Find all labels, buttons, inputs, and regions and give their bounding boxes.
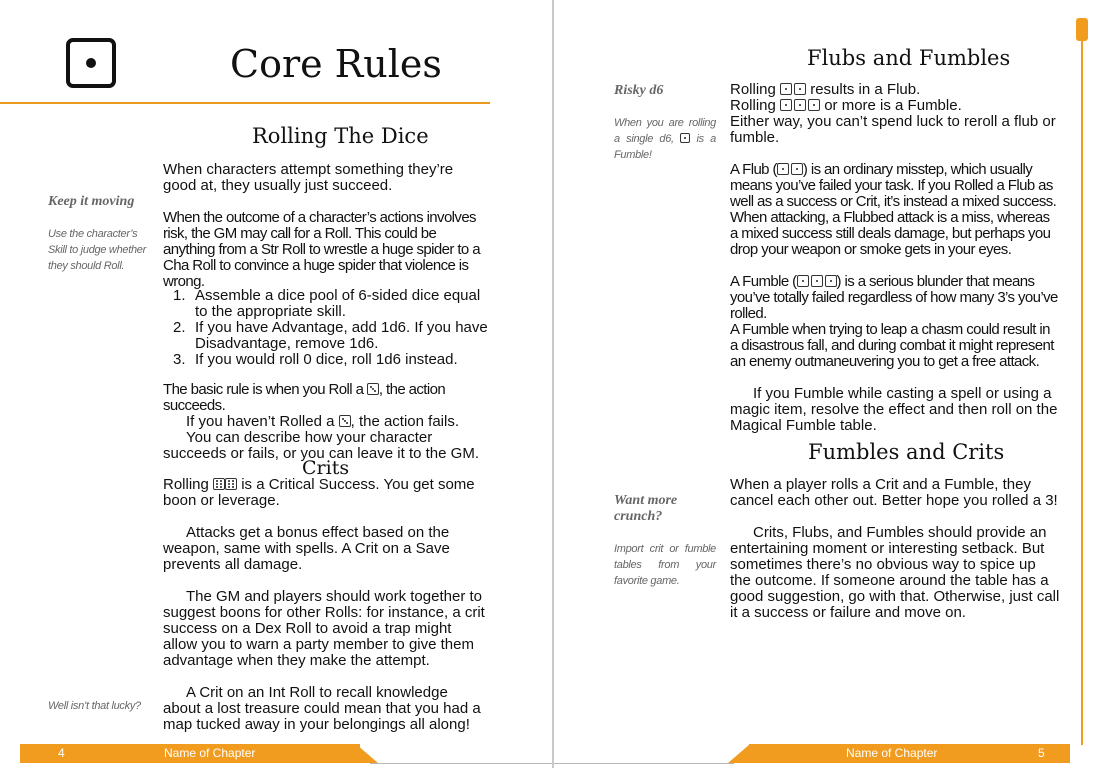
crits-paragraph-4: A Crit on an Int Roll to recall knowledge about a lost treasure could mean that you had a map tucked away in your belongings all along!	[163, 684, 481, 733]
fail-rule: If you haven’t Rolled a , the action fails.	[186, 413, 460, 430]
footer-bar-right-taper	[728, 744, 750, 763]
page-number-left: 4	[58, 746, 65, 760]
fumble-definition: A Fumble ( ) is a serious blunder that means you’ve totally failed regardless of how many 3’s you’ve rolled.	[730, 273, 1058, 322]
reroll-rule: Either way, you can’t spend luck to reroll a flub or fumble.	[730, 113, 1056, 146]
chasm-example: A Fumble when trying to leap a chasm could result in a disastrous fall, and during combat it might represent an enemy outmaneuvering you to get a free attack.	[730, 321, 1054, 370]
describe-rule: You can describe how your character succeeds or fails, or you can leave it to the GM.	[163, 429, 479, 462]
die-one-icon	[797, 275, 809, 287]
spell-fumble: If you Fumble while casting a spell or using a magic item, resolve the effect and then roll on the Magical Fumble table.	[730, 385, 1058, 434]
chapter-name-left: Name of Chapter	[164, 746, 256, 760]
list-item: 2. If you have Advantage, add 1d6. If you have Disadvantage, remove 1d6.	[173, 319, 488, 352]
page-number-right: 5	[1038, 746, 1045, 760]
crits-block	[163, 477, 489, 733]
die-one-icon	[825, 275, 837, 287]
flubs-block	[730, 82, 1060, 434]
page-title: Core Rules	[230, 42, 442, 86]
die-one-icon	[794, 83, 806, 95]
fumbles-crits-block	[730, 477, 1060, 621]
basic-rule-block	[163, 382, 493, 462]
sidebar-keep-heading: Keep it moving	[48, 194, 135, 209]
fumble-rule: Rolling or more is a Fumble.	[730, 97, 962, 114]
die-one-icon	[777, 163, 789, 175]
flub-rule: Rolling results in a Flub.	[730, 81, 921, 98]
list-item: 1. Assemble a dice pool of 6-sided dice equal to the appropriate skill.	[173, 287, 481, 320]
crits-paragraph-3: The GM and players should work together to suggest boons for other Rolls: for instance, a crit success on a Dex Roll to avoid a trap might allow you to warn a party member to give them advantage when they make the attempt.	[163, 588, 485, 669]
crits-definition: Rolling is a Critical Success. You get some boon or leverage.	[163, 476, 475, 509]
die-one-icon	[780, 83, 792, 95]
die-one-icon	[791, 163, 803, 175]
die-one-icon	[811, 275, 823, 287]
right-page	[554, 0, 1094, 768]
rolling-heading: Rolling The Dice	[252, 124, 429, 148]
list-item: 3. If you would roll 0 dice, roll 1d6 instead.	[173, 351, 458, 368]
rolling-paragraph-1: When characters attempt something they’re good at, they usually just succeed.	[163, 161, 454, 194]
setback-paragraph: Crits, Flubs, and Fumbles should provide an entertaining moment or interesting setback. But sometimes there’s no obvious way to spice up the outcome. If someone around the table has a good suggestion, go with that. Otherwise, just call it a success or failure and move on.	[730, 524, 1060, 621]
die-one-icon	[680, 133, 690, 143]
die-one-icon	[808, 99, 820, 111]
sidebar-risky-note: When you are rolling a single d6, is a Fumble!	[614, 117, 716, 161]
flub-definition: A Flub ( ) is an ordinary misstep, which usually means you’ve failed your task. If you Rolled a Flub as well as a success or Crit, it’s instead a mixed success. When attacking, a Flubbed attack is a miss, whereas a mixed success still deals damage, but perhaps you drop your weapon or smoke gets in your eyes.	[730, 161, 1057, 258]
flubs-heading: Flubs and Fumbles	[807, 46, 1011, 70]
roll-steps-list	[163, 288, 489, 368]
crits-paragraph-2: Attacks get a bonus effect based on the weapon, same with spells. A Crit on a Save prevents all damage.	[163, 524, 450, 573]
basic-rule: The basic rule is when you Roll a , the action succeeds.	[163, 381, 446, 414]
die-one-icon	[66, 38, 116, 88]
title-divider	[0, 102, 490, 104]
chapter-name-right: Name of Chapter	[846, 746, 938, 760]
sidebar-crunch-heading: Want more crunch?	[614, 493, 678, 524]
sidebar-risky-heading: Risky d6	[614, 83, 664, 98]
chapter-tab	[1076, 18, 1088, 41]
die-three-icon	[367, 383, 379, 395]
chapter-edge-rule	[1081, 40, 1083, 745]
rolling-paragraph-2: When the outcome of a character’s actions involves risk, the GM may call for a Roll. This could be anything from a Str Roll to wrestle a huge spider to a Cha Roll to convince a huge spider that violence is wrong.	[163, 209, 480, 290]
sidebar-lucky-note: Well isn’t that lucky?	[48, 700, 141, 712]
footer-line-left	[370, 763, 552, 764]
sidebar-crunch-note: Import crit or fumble tables from your favorite game.	[614, 543, 716, 587]
footer-line-right	[554, 763, 734, 764]
die-six-icon	[213, 478, 225, 490]
cancel-rule: When a player rolls a Crit and a Fumble, they cancel each other out. Better hope you rolled a 3!	[730, 476, 1058, 509]
die-six-icon	[225, 478, 237, 490]
die-one-icon	[780, 99, 792, 111]
rolling-intro	[163, 162, 489, 290]
fumbles-crits-heading: Fumbles and Crits	[808, 440, 1005, 464]
crits-heading: Crits	[302, 457, 350, 479]
sidebar-keep-note: Use the character’s Skill to judge whether they should Roll.	[48, 228, 146, 272]
die-one-icon	[794, 99, 806, 111]
die-three-icon	[339, 415, 351, 427]
